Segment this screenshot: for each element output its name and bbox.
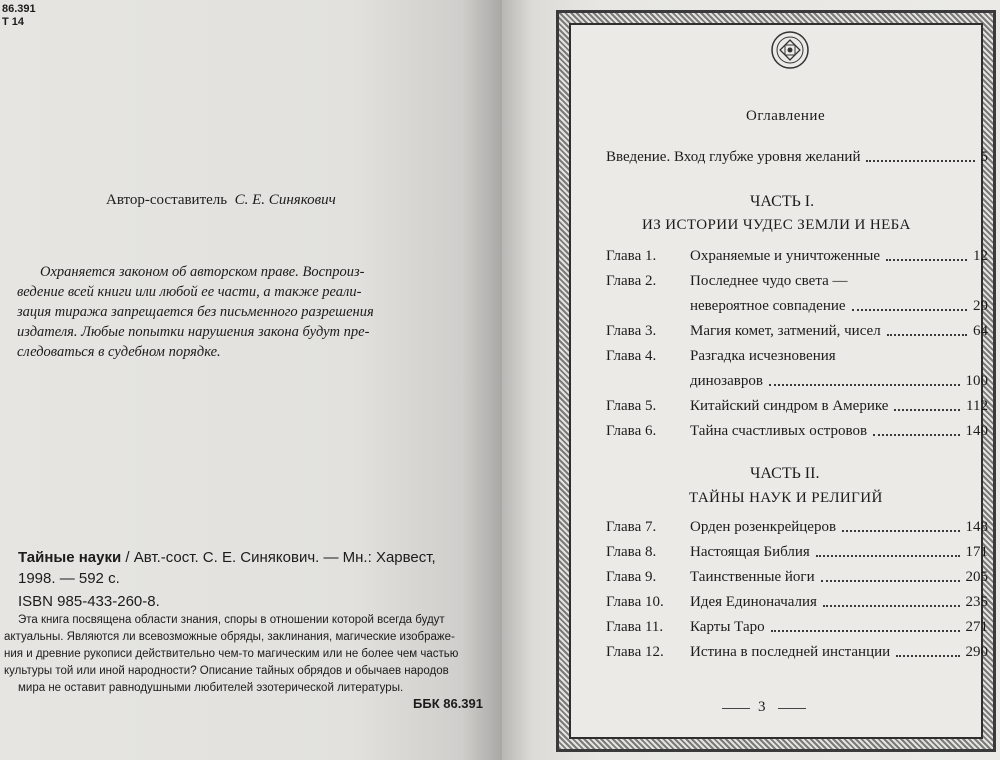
- chapter-number: Глава 2.: [606, 273, 657, 289]
- part-heading: ЧАСТЬ II.: [750, 465, 820, 482]
- chapter-number: Глава 11.: [606, 619, 664, 635]
- page-ref: 29: [973, 298, 988, 314]
- chapter-title: Охраняемые и уничтоженные: [690, 248, 881, 264]
- author-line: [106, 192, 336, 209]
- toc-entry: [606, 245, 990, 267]
- chapter-number: Глава 9.: [606, 569, 657, 585]
- toc-entry: [606, 516, 990, 538]
- leader-dots: [842, 529, 959, 532]
- chapter-title: Настоящая Библия: [690, 544, 810, 560]
- chapter-title: невероятное совпадение: [690, 298, 846, 314]
- chapter-title: Разгадка исчезновения: [690, 348, 836, 364]
- biblio-line-1: [18, 549, 436, 566]
- page-ref: 235: [965, 594, 988, 610]
- page-number-dash-right: [778, 708, 806, 709]
- chapter-number: Глава 10.: [606, 594, 664, 610]
- chapter-title: Введение. Вход глубже уровня желаний: [606, 149, 861, 165]
- part-heading: ЧАСТЬ I.: [750, 193, 815, 210]
- leader-dots: [821, 579, 960, 582]
- chapter-number: Глава 8.: [606, 544, 657, 560]
- chapter-title: Магия комет, затмений, чисел: [690, 323, 881, 339]
- annotation-line: культуры той или иной народности? Описание тайных обрядов и обычаев народов: [4, 665, 449, 677]
- chapter-title: Тайна счастливых островов: [690, 423, 868, 439]
- toc-entry: [606, 541, 990, 563]
- chapter-number: Глава 7.: [606, 519, 657, 535]
- chapter-number: Глава 12.: [606, 644, 664, 660]
- stamp-line-2: Т 14: [2, 16, 25, 28]
- copyright-line: следоваться в судебном порядке.: [17, 344, 221, 360]
- page-ref: 171: [965, 544, 988, 560]
- chapter-title: Последнее чудо света —: [690, 273, 848, 289]
- leader-dots: [887, 333, 967, 336]
- copyright-line: издателя. Любые попытки нарушения закона будут пре-: [17, 324, 370, 340]
- toc-entry: [606, 320, 990, 342]
- page-ref: 12: [973, 248, 988, 264]
- toc-entry: [606, 295, 990, 317]
- ornament-emblem-icon: [770, 30, 810, 70]
- chapter-number: Глава 6.: [606, 423, 657, 439]
- toc-entry: [606, 146, 990, 168]
- leader-dots: [894, 408, 960, 411]
- toc-entry: [606, 566, 990, 588]
- chapter-title: Орден розенкрейцеров: [690, 519, 837, 535]
- page-ref: 205: [965, 569, 988, 585]
- annotation-line: мира не оставит равнодушными любителей эзотерической литературы.: [18, 682, 404, 694]
- leader-dots: [873, 433, 959, 436]
- page-number: 3: [758, 699, 766, 715]
- page-ref: 271: [965, 619, 988, 635]
- page-ref: 64: [973, 323, 988, 339]
- author-name: С. Е. Синякович: [234, 192, 336, 208]
- chapter-title: динозавров: [690, 373, 763, 389]
- part-subtitle: ИЗ ИСТОРИИ ЧУДЕС ЗЕМЛИ И НЕБА: [642, 217, 911, 233]
- page-ref: 140: [965, 423, 988, 439]
- leader-dots: [896, 654, 959, 657]
- toc-entry: [606, 616, 990, 638]
- right-page: [502, 0, 1000, 760]
- annotation-line: актуальны. Являются ли всевозможные обряды, заклинания, магические изображе-: [4, 631, 455, 643]
- toc-entry: [606, 641, 990, 663]
- toc-entry: [606, 270, 990, 292]
- page-ref: 5: [980, 149, 988, 165]
- bbk-code: ББК 86.391: [413, 696, 483, 711]
- toc-entry: [606, 591, 990, 613]
- page-ref: 290: [965, 644, 988, 660]
- leader-dots: [771, 629, 960, 632]
- copyright-line: ведение всей книги или любой ее части, а также реали-: [17, 284, 362, 300]
- copyright-line: Охраняется законом об авторском праве. Воспроиз-: [40, 264, 365, 280]
- author-label: Автор-составитель: [106, 192, 228, 208]
- toc-entry: [606, 370, 990, 392]
- chapter-number: Глава 4.: [606, 348, 657, 364]
- toc-title: Оглавление: [746, 108, 826, 124]
- chapter-title: Истина в последней инстанции: [690, 644, 891, 660]
- toc-entry: [606, 420, 990, 442]
- annotation-line: Эта книга посвящена области знания, споры в отношении которой всегда будут: [18, 614, 445, 626]
- leader-dots: [866, 159, 974, 162]
- leader-dots: [852, 308, 967, 311]
- leader-dots: [823, 604, 960, 607]
- biblio-line-2: 1998. — 592 с.: [18, 570, 120, 587]
- leader-dots: [769, 383, 960, 386]
- isbn: ISBN 985-433-260-8.: [18, 593, 160, 610]
- chapter-number: Глава 3.: [606, 323, 657, 339]
- page-ref: 112: [966, 398, 988, 414]
- page-number-dash-left: [722, 708, 750, 709]
- leader-dots: [816, 554, 960, 557]
- chapter-number: Глава 1.: [606, 248, 657, 264]
- annotation-line: ния и древние рукописи действительно чем-то магическим или не более чем частью: [4, 648, 459, 660]
- book-title: Тайные науки: [18, 549, 122, 566]
- chapter-title: Идея Единоначалия: [690, 594, 817, 610]
- chapter-title: Китайский синдром в Америке: [690, 398, 889, 414]
- copyright-line: зация тиража запрещается без письменного разрешения: [17, 304, 374, 320]
- toc-entry: [606, 345, 990, 367]
- page-ref: 148: [965, 519, 988, 535]
- stamp-line-1: 86.391: [2, 3, 36, 15]
- chapter-title: Карты Таро: [690, 619, 765, 635]
- toc-entry: [606, 395, 990, 417]
- chapter-title: Таинственные йоги: [690, 569, 815, 585]
- leader-dots: [886, 258, 967, 261]
- chapter-number: Глава 5.: [606, 398, 657, 414]
- biblio-rest: / Авт.-сост. С. Е. Синякович. — Мн.: Харвест,: [125, 549, 436, 566]
- part-subtitle: ТАЙНЫ НАУК И РЕЛИГИЙ: [689, 490, 883, 506]
- page-ref: 100: [965, 373, 988, 389]
